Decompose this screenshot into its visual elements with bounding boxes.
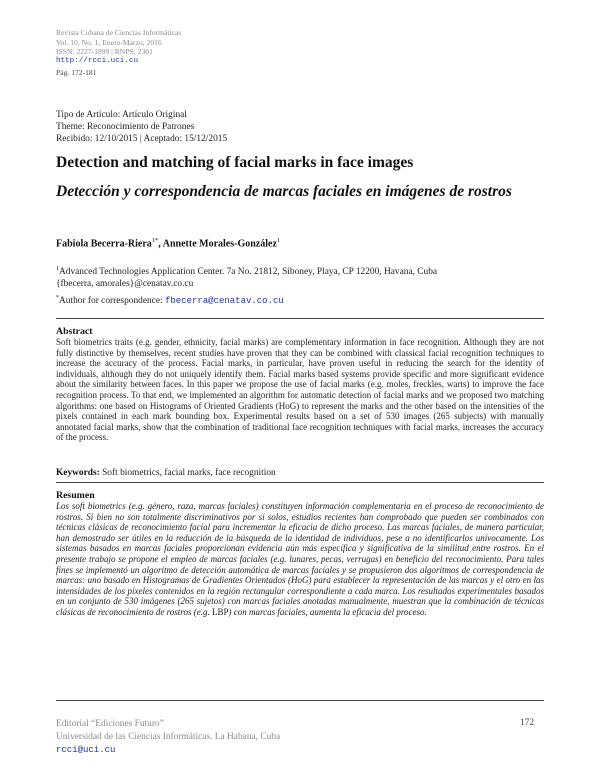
resumen-text [56, 501, 544, 618]
author-name: Annette Morales-González [162, 238, 277, 250]
page-number: 172 [520, 718, 535, 728]
journal-name: Revista Cubana de Ciencias Informáticas [56, 28, 182, 37]
abstract-heading: Abstract [56, 326, 93, 337]
affiliation-emails: {fbecerra, amorales}@cenatav.co.cu [56, 278, 194, 289]
keywords-text: Soft biometrics, facial marks, face recognition [99, 468, 276, 478]
author-name: Fabiola Becerra-Riera [56, 238, 152, 250]
journal-pages: Pág. 172-181 [56, 68, 97, 78]
article-meta [56, 109, 227, 146]
author-list [56, 237, 280, 249]
correspondence-label: Author for correspondence: [59, 296, 165, 307]
author-superscript: 1* [151, 237, 159, 244]
resumen-lbp: LBP [211, 606, 229, 617]
journal-volume: Vol. 10, No. 1, Enero-Marzo, 2016 [56, 37, 162, 47]
abstract-text: Soft biometrics traits (e.g. gender, ethnicity, facial marks) are complementary information in face recognition. Although they are not fully distinctive by themselves, recent studies have proven that they can be combined with classical facial recognition techniques to increase the accuracy of the process. Facial marks, in particular, have proven useful in reducing the search for the identity of individuals, although they do not uniquely identify them. Facial marks based systems provide specific and more significant evidence about the similarity between faces. In this paper we propose the use of facial marks (e.g. moles, freckles, warts) to improve the face recognition process. To that end, we implemented an algorithm for automatic detection of facial marks and we proposed two matching algorithms: one based on Histograms of Oriented Gradients (HoG) to represent the marks and the other based on the intensities of the pixels contained in each mark bounding box. Experimental results based on a set of 530 images (265 subjects) with manually annotated facial marks, show that the combination of traditional face recognition techniques with facial marks, increases the accuracy of the process. [56, 337, 544, 443]
journal-url-link[interactable]: http://rcci.uci.cu [56, 56, 139, 65]
footer-divider [56, 700, 544, 701]
author-superscript: 1 [276, 237, 281, 244]
keywords [56, 468, 276, 478]
article-dates: Recibido: 12/10/2015 | Aceptado: 15/12/2015 [56, 134, 228, 145]
article-type: Tipo de Artículo: Artículo Original [56, 110, 187, 120]
journal-header [56, 28, 181, 78]
page-footer [56, 718, 280, 757]
resumen-heading: Resumen [56, 490, 95, 501]
journal-issn: ISSN: 2227-1899 | RNPS: 2301 [56, 47, 153, 57]
author-separator: , [158, 238, 163, 250]
correspondence [56, 295, 284, 306]
title-english: Detection and matching of facial marks in face images [56, 154, 414, 171]
resumen-text-part: Los soft biometrics (e.g. género, raza, marcas faciales) constituyen información complementaria en el proceso de reconocimiento de rostros. Si bien no son totalmente discriminativos por sí solos, estudios recientes han comprobado que pueden ser combinados con técnicas clásicas de reconocimiento facial para incrementar la eficacia de dicho proceso. Las marcas faciales, de manera particular, han demostrado ser útiles en la reducción de la búsqueda de la identidad de individuos, pese a no identificarlos unívocamente. Los sistemas basados en marcas faciales proporcionan evidencia aún más específica y significativa de la similitud entre rostros. En el presente trabajo se propone el empleo de marcas faciales (e.g. lunares, pecas, verrugas) en beneficio del reconocimiento. Para tales fines se implementó un algoritmo de detección automática de marcas faciales y se propusieron dos algoritmos de correspondencia de marcas: uno basado en Histogramas de Gradientes Orientados (HoG) para establecer la representación de las marcas y el otro en las intensidades de los píxeles contenidos en la región rectangular correspondiente a cada marca. Los resultados experimentales basados en un conjunto de 530 imágenes (265 sujetos) con marcas faciales anotadas manualmente, muestran que la combinación de técnicas clásicas de reconocimiento de rostros (e.g. [56, 501, 544, 617]
keywords-label: Keywords: [56, 468, 100, 478]
footer-email-link[interactable]: rcci@uci.cu [56, 745, 116, 755]
affiliation-address: Advanced Technologies Application Center. 7a No. 21812, Siboney, Playa, CP 12200, Havana, Cuba [59, 267, 438, 278]
section-divider [56, 482, 544, 483]
correspondence-email-link[interactable]: fbecerra@cenatav.co.cu [164, 296, 284, 307]
footer-publisher: Editorial “Ediciones Futuro” [56, 719, 164, 729]
correspondence-superscript: * [56, 295, 59, 301]
affiliation [56, 264, 437, 290]
resumen-text-part: ) con marcas faciales, aumenta la eficacia del proceso. [228, 606, 427, 617]
footer-university: Universidad de las Ciencias Informáticas. La Habana, Cuba [56, 732, 281, 742]
article-theme: Theme: Reconocimiento de Patrones [56, 122, 195, 133]
affiliation-superscript: 1 [56, 266, 59, 272]
section-divider [56, 318, 544, 319]
title-spanish: Detección y correspondencia de marcas faciales en imágenes de rostros [56, 183, 512, 200]
